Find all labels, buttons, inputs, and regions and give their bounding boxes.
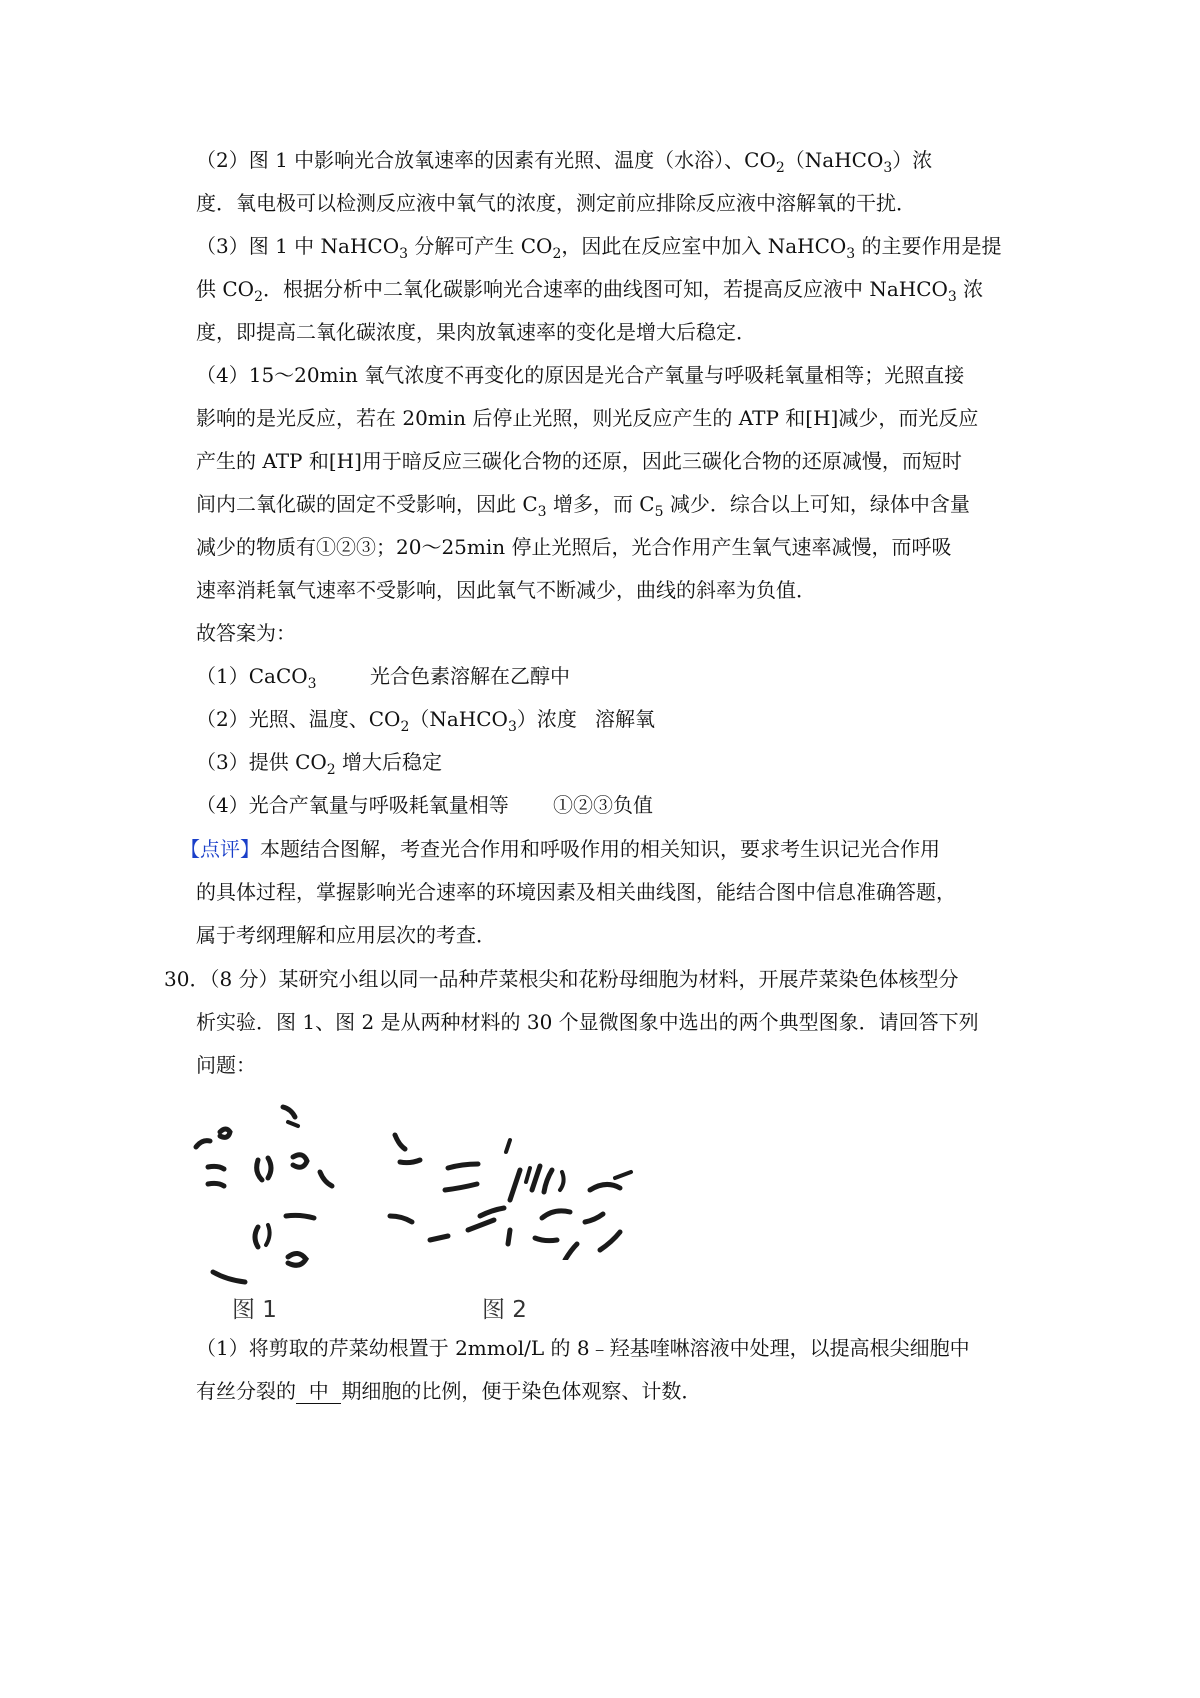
text: （3）图 1 中 NaHCO [196,234,400,258]
answer-3-line-2 [196,275,983,311]
text: ）浓 [892,148,933,172]
text: 分解可产生 CO [408,234,553,258]
final-answer-4: （4）光合产氧量与呼吸耗氧量相等 [196,793,509,817]
text: 增多，而 C [546,492,655,516]
text: ，因此在反应室中加入 NaHCO [561,234,847,258]
text: （NaHCO [409,707,508,731]
figure-2-chromosomes [380,1120,650,1260]
text: 供 CO [196,277,255,301]
text: （1）CaCO [196,664,308,688]
answer-3-line-3: 度，即提高二氧化碳浓度，果肉放氧速率的变化是增大后稳定． [196,320,756,344]
subscript: 2 [326,762,336,778]
text: 本题结合图解，考查光合作用和呼吸作用的相关知识，要求考生识记光合作用 [260,837,940,861]
subscript: 2 [400,719,410,735]
figure-1-caption: 图 1 [232,1297,277,1323]
subscript: 5 [654,504,664,520]
answer-4-line-2: 影响的是光反应，若在 20min 后停止光照，则光反应产生的 ATP 和[H]减少，而光反应 [196,406,979,430]
question-30-line-2: 析实验．图 1、图 2 是从两种材料的 30 个显微图象中选出的两个典型图象．请回答下列 [196,1010,979,1034]
answer-2-line-2: 度．氧电极可以检测反应液中氧气的浓度，测定前应排除反应液中溶解氧的干扰． [196,191,916,215]
subscript: 3 [507,719,517,735]
answer-4-line-1: （4）15～20min 氧气浓度不再变化的原因是光合产氧量与呼吸耗氧量相等；光照直接 [196,363,965,387]
text: 间内二氧化碳的固定不受影响，因此 C [196,492,538,516]
subscript: 2 [775,160,785,176]
text: （2）图 1 中影响光合放氧速率的因素有光照、温度（水浴）、CO [196,148,776,172]
subscript: 2 [552,246,562,262]
figure-1-chromosomes [188,1092,378,1307]
answer-4-line-5: 减少的物质有①②③；20～25min 停止光照后，光合作用产生氧气速率减慢，而呼吸 [196,535,952,559]
text: 增大后稳定 [335,750,443,774]
answer-4-line-3: 产生的 ATP 和[H]用于暗反应三碳化合物的还原，因此三碳化合物的还原减慢，而短时 [196,449,962,473]
text: （2）光照、温度、CO [196,707,401,731]
therefore-label: 故答案为： [196,621,296,645]
figure-2-caption: 图 2 [482,1297,527,1323]
comment-line-1 [180,835,940,863]
text: 有丝分裂的 [196,1379,296,1403]
text: 的主要作用是提 [855,234,1002,258]
final-answer-4-b: ①②③负值 [553,793,653,817]
text: 浓 [956,277,984,301]
subscript: 3 [307,676,317,692]
final-answer-2 [196,705,577,741]
subscript: 3 [537,504,547,520]
final-answer-3 [196,748,442,784]
text: 期细胞的比例，便于染色体观察、计数． [341,1379,702,1403]
comment-line-2: 的具体过程，掌握影响光合速率的环境因素及相关曲线图，能结合图中信息准确答题， [196,880,956,904]
answer-3-line-1 [196,232,1002,268]
text: ）浓度 [516,707,577,731]
subscript: 3 [846,246,856,262]
subscript: 3 [883,160,893,176]
text: （3）提供 CO [196,750,327,774]
question-30-line-3: 问题： [196,1053,256,1077]
text: （NaHCO [784,148,884,172]
text: ．根据分析中二氧化碳影响光合速率的曲线图可知，若提高反应液中 NaHCO [262,277,948,301]
final-answer-1-b: 光合色素溶解在乙醇中 [370,664,570,688]
question-30-sub-1-line-1: （1）将剪取的芹菜幼根置于 2mmol/L 的 8﹣羟基喹啉溶液中处理，以提高根尖细胞中 [196,1336,970,1360]
answer-4-line-6: 速率消耗氧气速率不受影响，因此氧气不断减少，曲线的斜率为负值． [196,578,816,602]
question-30-line-1: 30．（8 分）某研究小组以同一品种芹菜根尖和花粉母细胞为材料，开展芹菜染色体核型分 [164,967,959,991]
answer-blank: 中 [296,1379,342,1403]
comment-line-3: 属于考纲理解和应用层次的考查． [196,923,496,947]
question-30-sub-1-line-2 [196,1377,701,1405]
subscript: 3 [947,289,957,305]
answer-2-line-1 [196,146,932,182]
comment-tag: 【点评】 [180,837,260,861]
subscript: 3 [399,246,409,262]
final-answer-2-b: 溶解氧 [595,707,655,731]
final-answer-1 [196,662,317,698]
subscript: 2 [254,289,263,305]
answer-4-line-4 [196,490,970,526]
text: 减少．综合以上可知，绿体中含量 [663,492,970,516]
